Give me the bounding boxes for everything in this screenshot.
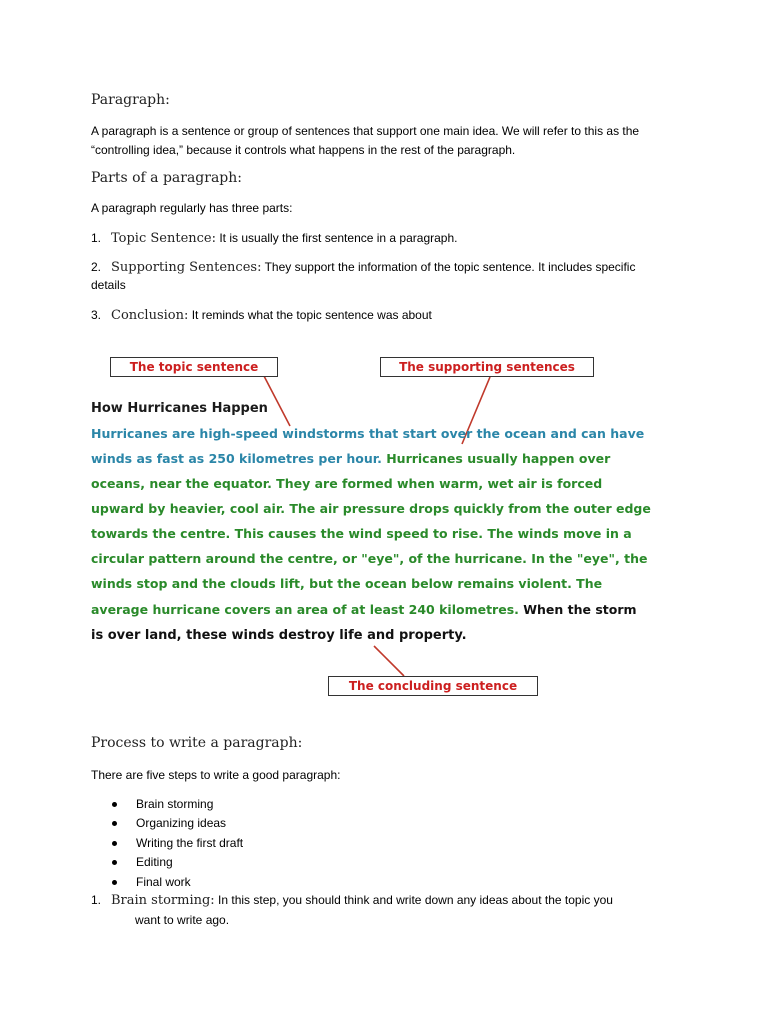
process-heading: Process to write a paragraph: [91, 735, 303, 751]
part-item-supporting [91, 258, 698, 277]
steps-list [112, 795, 243, 892]
parts-intro: A paragraph regularly has three parts: [91, 201, 293, 215]
item-number: 3. [91, 308, 102, 322]
item-number: 2. [91, 260, 102, 274]
list-item-label: Final work [136, 874, 191, 889]
list-item [112, 795, 243, 814]
step-item-brainstorming [91, 891, 698, 910]
bullet-icon [112, 860, 117, 865]
example-title: How Hurricanes Happen [91, 401, 268, 416]
list-item-label: Organizing ideas [136, 816, 227, 831]
example-line-4 [91, 501, 651, 516]
concluding-pointer-line [374, 646, 404, 676]
supporting-text: Hurricanes usually happen over [381, 451, 611, 466]
bullet-icon [112, 821, 117, 826]
callout-topic-sentence: The topic sentence [110, 357, 278, 377]
list-item-label: Editing [136, 855, 173, 870]
part-item-topic [91, 229, 698, 248]
example-line-1 [91, 426, 644, 441]
paragraph-definition-line-2: “controlling idea,” because it controls what happens in the rest of the paragraph. [91, 143, 516, 157]
item-description: It is usually the first sentence in a paragraph. [219, 231, 458, 245]
example-figure [0, 340, 768, 710]
callout-supporting-sentences: The supporting sentences [380, 357, 594, 377]
paragraph-heading: Paragraph: [91, 92, 170, 108]
item-title: Conclusion: [111, 308, 189, 323]
supporting-text: circular pattern around the centre, or "eye", of the hurricane. In the "eye", the [91, 551, 648, 566]
parts-heading: Parts of a paragraph: [91, 170, 242, 186]
example-line-2 [91, 451, 610, 466]
bullet-icon [112, 841, 117, 846]
example-line-8 [91, 602, 637, 617]
item-description: They support the information of the topic sentence. It includes specific [264, 260, 636, 274]
list-item [112, 873, 243, 892]
paragraph-definition-line-1: A paragraph is a sentence or group of sentences that support one main idea. We will refer to this as the [91, 124, 640, 138]
list-item-label: Writing the first draft [136, 835, 244, 850]
bullet-icon [112, 880, 117, 885]
pointer-lines [0, 340, 768, 710]
supporting-text: oceans, near the equator. They are formed when warm, wet air is forced [91, 476, 603, 491]
part-item-conclusion [91, 306, 698, 325]
example-line-3 [91, 476, 602, 491]
item-title: Topic Sentence: [111, 231, 216, 246]
part-item-supporting-continued: details [91, 278, 126, 292]
topic-text: Hurricanes are high-speed windstorms that start over the ocean and can have [91, 426, 645, 441]
concluding-text: is over land, these winds destroy life and property. [91, 628, 467, 643]
example-line-7 [91, 576, 602, 591]
list-item-label: Brain storming [136, 797, 214, 811]
item-title: Brain storming: [111, 893, 215, 908]
process-intro: There are five steps to write a good paragraph: [91, 768, 341, 782]
list-item [112, 814, 243, 833]
example-line-6 [91, 551, 647, 566]
item-description: It reminds what the topic sentence was about [191, 308, 432, 322]
topic-text: winds as fast as 250 kilometres per hour. [91, 451, 382, 466]
item-number: 1. [91, 231, 102, 245]
supporting-text: towards the centre. This causes the wind speed to rise. The winds move in a [91, 526, 632, 541]
supporting-text: average hurricane covers an area of at least 240 kilometres. [91, 602, 519, 617]
step-item-brainstorming-continued: want to write ago. [135, 913, 230, 927]
list-item [112, 834, 243, 853]
supporting-text: upward by heavier, cool air. The air pressure drops quickly from the outer edge [91, 501, 651, 516]
example-line-9 [91, 628, 467, 643]
bullet-icon [112, 802, 117, 807]
item-description: In this step, you should think and write down any ideas about the topic you [218, 893, 613, 907]
list-item [112, 853, 243, 872]
callout-concluding-sentence: The concluding sentence [328, 676, 538, 696]
concluding-text: When the storm [518, 602, 637, 617]
item-title: Supporting Sentences: [111, 260, 262, 275]
supporting-text: winds stop and the clouds lift, but the ocean below remains violent. The [91, 576, 603, 591]
example-line-5 [91, 526, 632, 541]
item-number: 1. [91, 893, 102, 907]
